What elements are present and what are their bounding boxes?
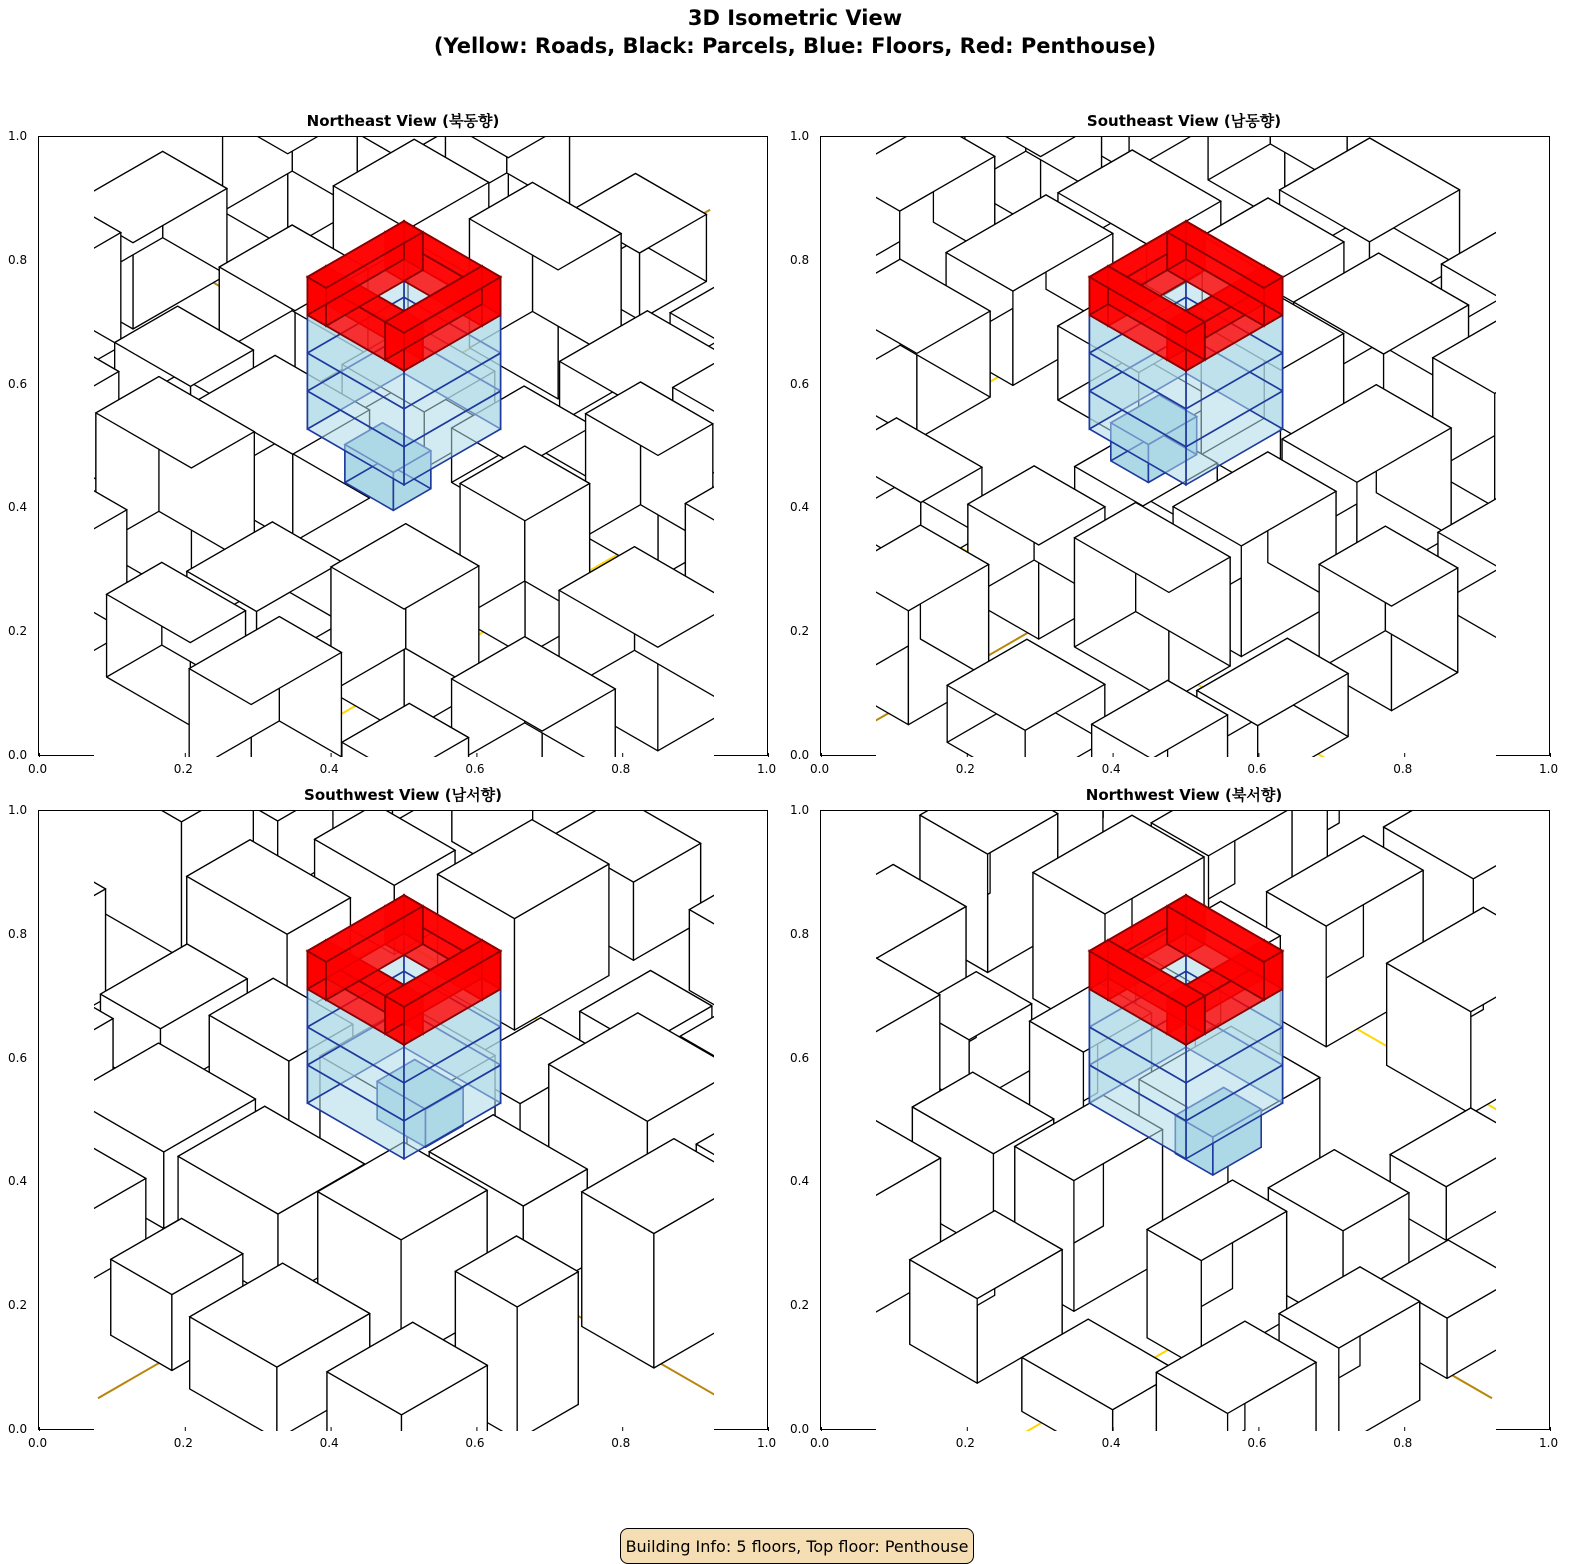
y-tick-label: 0.8 <box>8 252 28 267</box>
x-tick-label: 1.0 <box>1539 762 1559 776</box>
y-tick-label: 0.8 <box>790 252 810 267</box>
y-tick-label: 0.6 <box>8 1050 28 1065</box>
y-tick-label: 0.2 <box>8 1298 28 1313</box>
y-tick-label: 0.4 <box>790 500 810 515</box>
parcel-building-12 <box>821 906 852 1120</box>
isometric-scene-ne <box>39 137 769 757</box>
y-tick-label: 0.6 <box>790 1050 810 1065</box>
x-tick-label: 0.2 <box>173 762 193 776</box>
x-tick-label: 0.6 <box>465 762 485 776</box>
y-tick-label: 0.8 <box>790 926 810 941</box>
axes-southeast <box>820 136 1550 756</box>
parcel-building-10 <box>1543 275 1551 434</box>
parcel-building-6 <box>821 198 867 374</box>
panel-title-southwest: Southwest View (남서향) <box>304 786 502 804</box>
parcel-building-17 <box>1505 974 1551 1191</box>
target-building <box>1089 221 1282 485</box>
axes-northeast <box>38 136 768 756</box>
y-tick-label: 0.0 <box>790 748 810 762</box>
x-tick-label: 0.8 <box>1393 762 1413 776</box>
isometric-scene-nw <box>821 811 1551 1431</box>
y-tick-label: 0.4 <box>8 1174 28 1189</box>
panel-title-southeast: Southeast View (남동향) <box>1086 112 1282 130</box>
y-tick-label: 0.2 <box>790 624 810 639</box>
x-tick-label: 0.4 <box>1101 762 1121 776</box>
panel-title-northeast: Northeast View (북동향) <box>306 112 500 130</box>
target-building <box>307 895 500 1159</box>
y-tick-label: 1.0 <box>8 803 28 817</box>
x-tick-label: 0.2 <box>955 762 975 776</box>
x-tick-label: 0.6 <box>1247 1436 1267 1450</box>
x-tick-label: 0.2 <box>173 1436 193 1450</box>
building-info-box: Building Info: 5 floors, Top floor: Penthouse <box>620 1528 974 1564</box>
y-tick-label: 0.0 <box>8 748 28 762</box>
y-tick-label: 0.4 <box>790 1174 810 1189</box>
x-tick-label: 0.0 <box>28 1436 48 1450</box>
isometric-scene-sw <box>39 811 769 1431</box>
y-tick-label: 0.4 <box>8 500 28 515</box>
y-tick-label: 1.0 <box>8 129 28 143</box>
x-tick-label: 0.4 <box>1101 1436 1121 1450</box>
y-tick-label: 0.6 <box>790 376 810 391</box>
x-tick-label: 1.0 <box>1539 1436 1559 1450</box>
axes-southwest <box>38 810 768 1430</box>
x-tick-label: 0.2 <box>955 1436 975 1450</box>
x-tick-label: 0.4 <box>319 762 339 776</box>
y-tick-label: 0.8 <box>8 926 28 941</box>
parcel-building-18 <box>821 317 859 510</box>
y-tick-label: 1.0 <box>790 803 810 817</box>
x-tick-label: 0.0 <box>810 762 830 776</box>
x-tick-label: 0.4 <box>319 1436 339 1450</box>
y-tick-label: 0.6 <box>8 376 28 391</box>
x-tick-label: 1.0 <box>757 1436 777 1450</box>
isometric-scene-se <box>821 137 1551 757</box>
x-tick-label: 0.8 <box>611 1436 631 1450</box>
panel-title-northwest: Northwest View (북서향) <box>1085 786 1283 804</box>
parcel-building-27 <box>1509 1153 1551 1329</box>
y-tick-label: 0.2 <box>790 1298 810 1313</box>
x-tick-label: 0.6 <box>465 1436 485 1450</box>
y-tick-label: 1.0 <box>790 129 810 143</box>
y-tick-label: 0.0 <box>790 1422 810 1436</box>
x-tick-label: 0.8 <box>611 762 631 776</box>
figure-title: 3D Isometric View <box>687 6 903 30</box>
x-tick-label: 0.0 <box>810 1436 830 1450</box>
x-tick-label: 0.6 <box>1247 762 1267 776</box>
axes-northwest <box>820 810 1550 1430</box>
parcel-building-26 <box>821 477 869 653</box>
y-tick-label: 0.0 <box>8 1422 28 1436</box>
x-tick-label: 1.0 <box>757 762 777 776</box>
y-tick-label: 0.2 <box>8 624 28 639</box>
figure-subtitle: (Yellow: Roads, Black: Parcels, Blue: Floors, Red: Penthouse) <box>433 34 1157 58</box>
x-tick-label: 0.0 <box>28 762 48 776</box>
x-tick-label: 0.8 <box>1393 1436 1413 1450</box>
parcel-building-7 <box>1503 835 1551 1037</box>
